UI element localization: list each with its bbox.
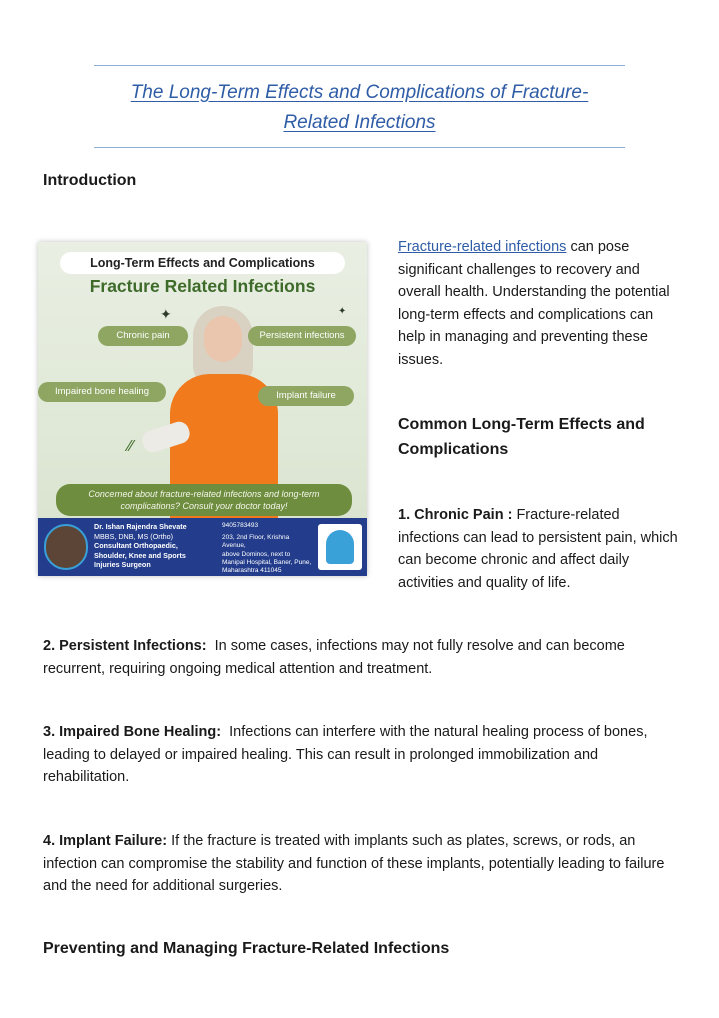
item-label: 2. Persistent Infections: [43,638,207,654]
fracture-infections-link[interactable]: Fracture-related infections [398,239,567,255]
intro-heading: Introduction [43,172,137,189]
item-text: Infections can interfere with the natural healing process of bones, leading to delayed or impaired healing. This can result in prolonged immobilization and rehabilitation. [43,724,652,785]
item-label: 3. Impaired Bone Healing: [43,724,222,740]
item-persistent-infections [43,635,683,680]
doctor-info-bar [38,518,367,576]
tag-implant-failure: Implant failure [258,386,354,406]
item-implant-failure [43,830,683,898]
title-line-2[interactable]: Related Infections [283,112,436,133]
doctor-avatar [44,524,88,570]
shoulder-logo-icon [326,530,354,564]
doctor-details [94,522,216,570]
page-title[interactable] [94,78,625,138]
item-text: In some cases, infections may not fully resolve and can become recurrent, requiring ongoing medical attention and treatment. [43,638,629,677]
poster-headline: Fracture Related Infections [89,276,316,296]
intro-paragraph [398,236,684,371]
poster-cta [56,484,352,516]
item-chronic-pain [398,504,684,594]
preventing-heading: Preventing and Managing Fracture-Related Infections [43,940,450,957]
item-impaired-bone-healing [43,721,683,789]
doctor-name: Dr. Ishan Rajendra Shevate [94,522,187,531]
title-line-1[interactable]: The Long-Term Effects and Complications of Fracture- [130,82,589,103]
sparkle-icon: ✦ [338,306,347,317]
top-divider [94,65,625,66]
sparkle-icon: ✦ [160,306,172,322]
address-line-3: Manipal Hospital, Baner, Pune, [222,558,312,566]
poster-top-banner: Long-Term Effects and Complications [60,252,345,274]
pain-lines-icon: ⁄⁄ [128,438,134,455]
title-bottom-divider [94,147,625,148]
tag-impaired-bone-healing: Impaired bone healing [38,382,166,402]
item-text: Fracture-related infections can lead to persistent pain, which can become chronic and affect daily activities and quality of life. [398,507,678,591]
tag-persistent-infections: Persistent infections [248,326,356,346]
doctor-degrees: MBBS, DNB, MS (Ortho) [94,531,174,541]
poster-cta-line-2: complications? Consult your doctor today! [120,501,288,511]
doctor-contact [222,522,314,575]
address-line-1: 203, 2nd Floor, Krishna Avenue, [222,534,290,550]
poster-cta-line-1: Concerned about fracture-related infections and long-term [88,489,320,499]
doctor-role-3: Injuries Surgeon [94,560,151,569]
intro-body: can pose significant challenges to recovery and overall health. Understanding the potential long-term effects and complications can help in managing and preventing these issues. [398,239,670,368]
phone-number: 9405783493 [222,522,259,529]
doctor-role-2: Shoulder, Knee and Sports [94,550,186,560]
address-line-4: Maharashtra 411045 [222,567,282,575]
item-label: 1. Chronic Pain : [398,507,513,523]
doctor-role-1: Consultant Orthopaedic, [94,541,178,550]
item-label: 4. Implant Failure: [43,833,168,849]
tag-chronic-pain: Chronic pain [98,326,188,346]
infographic-poster [38,242,367,576]
patient-face [204,316,242,362]
clinic-logo [318,524,362,570]
common-effects-heading: Common Long-Term Effects and Complications [398,416,645,458]
item-text: If the fracture is treated with implants such as plates, screws, or rods, an infection can compromise the stability and function of these implants, potentially leading to failure and the need for additional surgeries. [43,833,665,894]
address-line-2: above Dominos, next to [222,550,291,558]
